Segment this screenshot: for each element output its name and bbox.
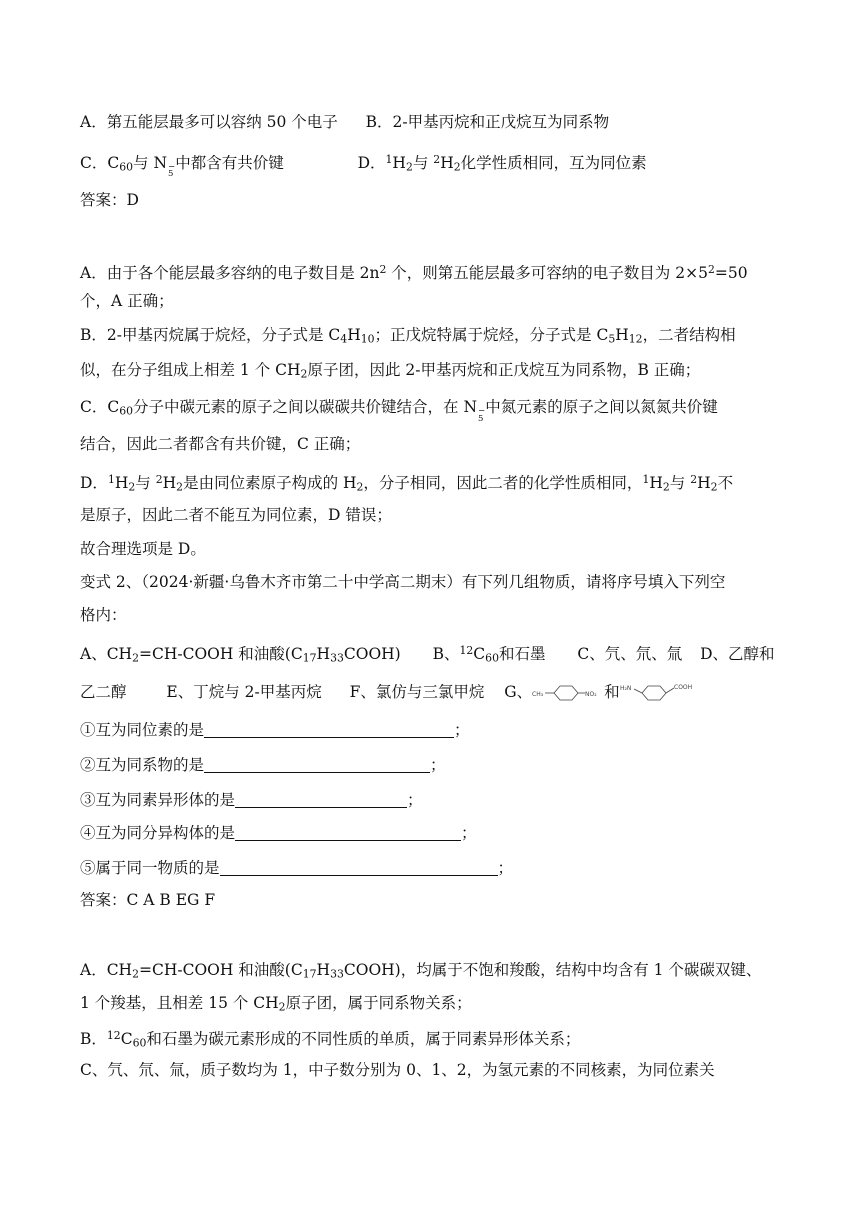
exp1-conclusion: 故合理选项是 D。 <box>80 540 206 558</box>
mol2-left-label: H₂N <box>619 685 632 692</box>
exp2-line-c: C、氕、氘、氚，质子数均为 1，中子数分别为 0、1、2，为氢元素的不同核素，为同位素关 <box>80 1061 715 1079</box>
q2-option-e: E、丁烷与 2-甲基丙烷 <box>166 683 322 701</box>
exp1-line-c1: C．$C_{60}$分子中碳元素的原子之间以碳碳共价键结合，在 N − 5 中氮元素的原子之间以氮氮共价键 <box>80 398 718 424</box>
exp2-line-a2: 1 个羧基，且相差 15 个 $CH_2$原子团，属于同系物关系； <box>80 994 472 1014</box>
q2-answer: 答案：C A B EG F <box>80 891 216 909</box>
fill-blank-5[interactable] <box>220 860 498 876</box>
fill-blank-4[interactable] <box>235 825 461 841</box>
q1-options-row1 <box>80 112 609 132</box>
exp1-line-d1: D．$^1H_2$与 $^2H_2$是由同位素原子构成的 $H_2$，分子相同，因此二者的化学性质相同，$^1H_2$与 $^2H_2$不 <box>80 473 734 494</box>
q2-option-f: F、氯仿与三氯甲烷 <box>349 683 485 701</box>
q1-option-d: D．$^1H_2$与 $^2H_2$化学性质相同，互为同位素 <box>357 153 647 174</box>
fill-blank-1[interactable] <box>204 722 454 738</box>
q1-option-c: C．$C_{60}$与 N − 5 中都含有共价键 <box>80 153 284 180</box>
exp1-line-a2: 个，A 正确； <box>80 292 174 310</box>
q2-heading-line2: 格内： <box>80 606 127 624</box>
fill-blank-3[interactable] <box>235 792 407 808</box>
p-nitrotoluene-structure <box>532 683 604 703</box>
q2-heading-line1: 变式 2、（2024·新疆·乌鲁木齐市第二十中学高二期末）有下列几组物质，请将序号填入下列空 <box>80 573 726 591</box>
q2-fill-5: ⑤属于同一物质的是 ； <box>80 859 514 877</box>
exp1-line-b2: 似，在分子组成上相差 1 个 $CH_2$原子团，因此 2-甲基丙烷和正戊烷互为同系物，B 正确； <box>80 361 701 381</box>
exp2-line-a1: A．$CH_2=CH$-COOH 和油酸$(C_{17}H_{33}COOH)$，均属于不饱和羧酸，结构中均含有 1 个碳碳双键、 <box>80 961 762 981</box>
q2-option-d: D、乙醇和 <box>700 644 775 663</box>
q2-option-g: G、 CH₃ NO₂ 和 H₂N COOH <box>504 683 701 701</box>
exp2-line-b: B．$^{12}C_{60}$和石墨为碳元素形成的不同性质的单质，属于同素异形体关系； <box>80 1029 581 1050</box>
q2-fill-4: ④互为同分异构体的是 ； <box>80 824 477 842</box>
exp1-line-c2: 结合，因此二者都含有共价键，C 正确； <box>80 435 361 453</box>
q2-fill-3: ③互为同素异形体的是 ； <box>80 791 423 809</box>
q1-option-b: B．2-甲基丙烷和正戊烷互为同系物 <box>365 113 610 131</box>
q2-option-d-cont: 乙二醇 <box>80 683 127 701</box>
q2-option-c: C、氕、氘、氚 <box>577 644 683 663</box>
q2-option-a: A、$CH_2=CH$-COOH 和油酸$(C_{17}H_{33}COOH)$ <box>80 644 401 665</box>
q1-options-row2 <box>80 150 647 179</box>
q2-option-b: B、$^{12}C_{60}$和石墨 <box>432 644 546 665</box>
q2-fill-1: ①互为同位素的是 ； <box>80 721 470 739</box>
exp1-line-b1: B．2-甲基丙烷属于烷烃，分子式是 $C_4H_{10}$；正戊烷特属于烷烃，分子式是 $C_5H_{12}$，二者结构相 <box>80 326 736 346</box>
fill-blank-2[interactable] <box>204 757 430 773</box>
q2-options-row2 <box>80 681 702 705</box>
mol1-left-label: CH₃ <box>532 691 544 698</box>
q2-fill-2: ②互为同系物的是 ； <box>80 756 446 774</box>
exp1-line-a1: A．由于各个能层最多容纳的电子数目是 $2n^2$ 个，则第五能层最多可容纳的电子数目为 $2\times 5^2=50$ <box>80 263 748 282</box>
mol1-right-label: NO₂ <box>585 691 597 698</box>
mol2-right-label: COOH <box>673 684 692 691</box>
p-aminobenzoic-acid-structure <box>620 681 702 705</box>
q1-answer: 答案：D <box>80 191 139 209</box>
q1-option-a: A．第五能层最多可以容纳 50 个电子 <box>80 113 338 131</box>
exp1-line-d2: 是原子，因此二者不能互为同位素，D 错误； <box>80 506 392 524</box>
q2-options-row1 <box>80 641 775 669</box>
